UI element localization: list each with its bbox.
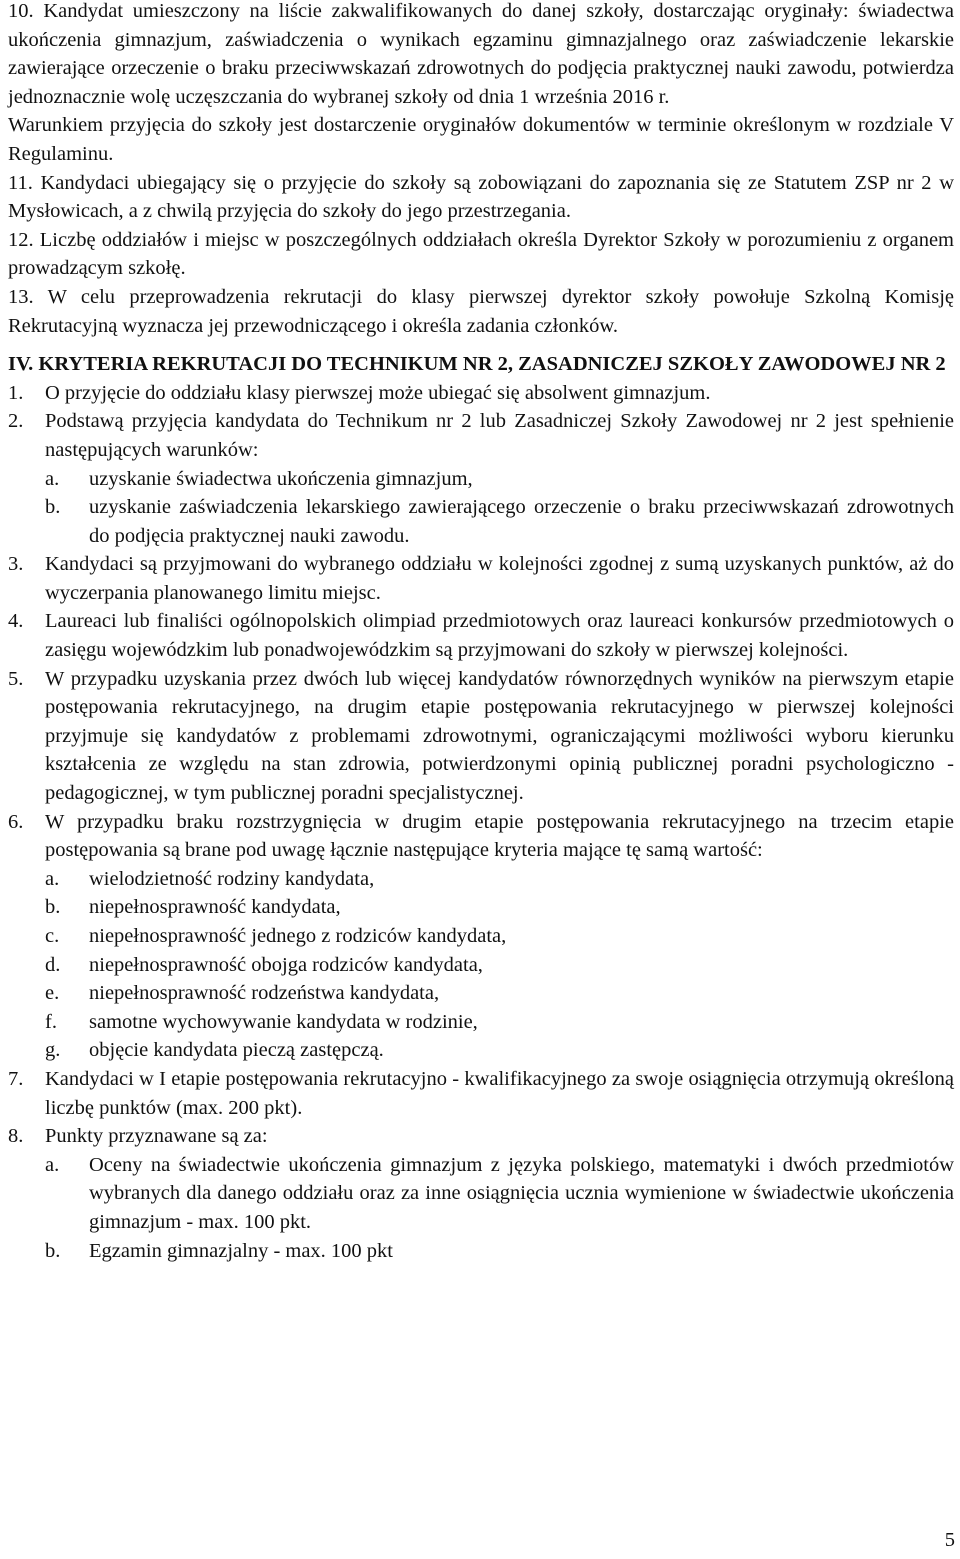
sub-list-item-text: samotne wychowywanie kandydata w rodzinie, <box>89 1010 478 1033</box>
paragraph-12: 12. Liczbę oddziałów i miejsc w poszczególnych oddziałach określa Dyrektor Szkoły w porozumieniu z organem prowadzącym szkołę. <box>8 228 954 280</box>
list-item-text: Kandydaci są przyjmowani do wybranego oddziału w kolejności zgodnej z sumą uzyskanych punktów, aż do wyczerpania planowanego limitu miejsc. <box>45 553 954 604</box>
list-item-text: Laureaci lub finaliści ogólnopolskich olimpiad przedmiotowych oraz laureaci konkursów przedmiotowych o zasięgu wojewódzkim lub ponadwojewódzkim są przyjmowani do szkoły w pierwszej kolejności. <box>45 610 954 662</box>
sub-list-item-text: uzyskanie świadectwa ukończenia gimnazjum, <box>89 467 473 490</box>
sub-list-item <box>45 465 954 494</box>
page-number: 5 <box>944 1529 955 1551</box>
sub-list-item <box>45 893 954 922</box>
sub-list-item-letter: a. <box>45 867 60 890</box>
sub-list-item-text: niepełnosprawność obojga rodziców kandydata, <box>89 953 483 976</box>
sub-list-item-letter: f. <box>45 1010 57 1033</box>
sub-list-item-letter: b. <box>45 1239 61 1262</box>
sub-list-item-text: objęcie kandydata pieczą zastępczą. <box>89 1039 384 1062</box>
sub-list-item-text: Egzamin gimnazjalny - max. 100 pkt <box>89 1239 394 1262</box>
sub-list-item-letter: c. <box>45 925 60 947</box>
list-item-text: W przypadku uzyskania przez dwóch lub więcej kandydatów równorzędnych wyników na pierwszym etapie postępowania rekrutacyjnego, na drugim etapie postępowania rekrutacyjnego w pierwszej kolejności przyjmuje się kandydatów z problemami zdrowotnymi, ograniczającymi możliwości wyboru kierunku kształcenia ze względu na stan zdrowia, potwierdzonymi opinią publicznej poradni psychologiczno - pedagogicznej, w tym publicznej poradni specjalistycznej. <box>45 667 954 805</box>
sub-list-item-letter: b. <box>45 496 61 519</box>
paragraph-13: 13. W celu przeprowadzenia rekrutacji do klasy pierwszej dyrektor szkoły powołuje Szkolną Komisję Rekrutacyjną wyznacza jej przewodniczącego i określa zadania członków. <box>8 285 954 337</box>
sub-list-item <box>45 979 954 1008</box>
sub-list-item-letter: a. <box>45 1153 60 1176</box>
list-item-text: Kandydaci w I etapie postępowania rekrutacyjno - kwalifikacyjnego za swoje osiągnięcia otrzymują określoną liczbę punktów (max. 200 pkt). <box>45 1067 954 1119</box>
list-item <box>8 550 954 607</box>
paragraph-10-continuation: Warunkiem przyjęcia do szkoły jest dostarczenie oryginałów dokumentów w terminie określonym w rozdziale V Regulaminu. <box>8 114 954 165</box>
sub-list-item <box>45 951 954 980</box>
sub-list-item-text: Oceny na świadectwie ukończenia gimnazjum z języka polskiego, matematyki i dwóch przedmiotów wybranych dla danego oddziału oraz za inne osiągnięcia ucznia wymienione w świadectwie ukończenia gimnazjum - max. 100 pkt. <box>89 1153 954 1233</box>
list-item <box>8 407 954 464</box>
sub-list-item-text: wielodzietność rodziny kandydata, <box>89 867 375 890</box>
sub-list-item <box>45 1151 954 1237</box>
section-heading: IV. KRYTERIA REKRUTACJI DO TECHNIKUM NR 2, ZASADNICZEJ SZKOŁY ZAWODOWEJ NR 2 <box>8 353 946 376</box>
list-item-number: 8. <box>8 1125 24 1148</box>
sub-list-item-letter: g. <box>45 1039 61 1062</box>
list-item-text: W przypadku braku rozstrzygnięcia w drugim etapie postępowania rekrutacyjnego na trzecim etapie postępowania są brane pod uwagę łącznie następujące kryteria mające tę samą wartość: <box>45 810 954 862</box>
list-item <box>8 1122 954 1151</box>
list-item-number: 2. <box>8 410 24 433</box>
sub-list-item <box>45 493 954 550</box>
list-item-number: 3. <box>8 553 24 576</box>
criteria-list <box>8 379 954 1265</box>
list-item-number: 7. <box>8 1067 24 1090</box>
list-item <box>8 808 954 865</box>
list-item-text: Podstawą przyjęcia kandydata do Technikum nr 2 lub Zasadniczej Szkoły Zawodowej nr 2 jest spełnienie następujących warunków: <box>45 410 954 461</box>
sub-list-item-text: niepełnosprawność rodzeństwa kandydata, <box>89 982 440 1005</box>
list-item-number: 1. <box>8 381 24 404</box>
document-page <box>8 0 954 1265</box>
list-item <box>8 1065 954 1122</box>
sub-list-item-text: uzyskanie zaświadczenia lekarskiego zawierającego orzeczenie o braku przeciwwskazań zdrowotnych do podjęcia praktycznej nauki zawodu. <box>89 496 954 547</box>
paragraph-11: 11. Kandydaci ubiegający się o przyjęcie do szkoły są zobowiązani do zapoznania się ze Statutem ZSP nr 2 w Mysłowicach, a z chwilą przyjęcia do szkoły do jego przestrzegania. <box>8 171 954 223</box>
list-item-text: O przyjęcie do oddziału klasy pierwszej może ubiegać się absolwent gimnazjum. <box>45 381 711 404</box>
sub-list-item-letter: e. <box>45 982 60 1005</box>
sub-list-item <box>45 1237 954 1266</box>
sub-list-item <box>45 922 954 951</box>
sub-list-item-text: niepełnosprawność kandydata, <box>89 896 341 919</box>
list-item-number: 4. <box>8 610 24 633</box>
list-item-text: Punkty przyznawane są za: <box>45 1125 268 1148</box>
sub-list-item-text: niepełnosprawność jednego z rodziców kandydata, <box>89 925 507 947</box>
sub-list-item <box>45 1036 954 1065</box>
list-item <box>8 379 954 408</box>
list-item <box>8 607 954 664</box>
sub-list-item-letter: d. <box>45 953 61 976</box>
sub-list-item-letter: a. <box>45 467 60 490</box>
sub-list-item-letter: b. <box>45 896 61 919</box>
list-item-number: 5. <box>8 667 24 690</box>
sub-list-item <box>45 865 954 894</box>
paragraph-10: 10. Kandydat umieszczony na liście zakwalifikowanych do danej szkoły, dostarczając oryginały: świadectwa ukończenia gimnazjum, zaświadczenia o wynikach egzaminu gimnazjalnego oraz zaświadczenie lekarskie zawierające orzeczenie o braku przeciwwskazań zdrowotnych do podjęcia praktycznej nauki zawodu, potwierdza jednoznacznie wolę uczęszczania do wybranej szkoły od dnia 1 września 2016 r. <box>8 0 954 108</box>
list-item <box>8 665 954 808</box>
sub-list-item <box>45 1008 954 1037</box>
list-item-number: 6. <box>8 810 24 833</box>
